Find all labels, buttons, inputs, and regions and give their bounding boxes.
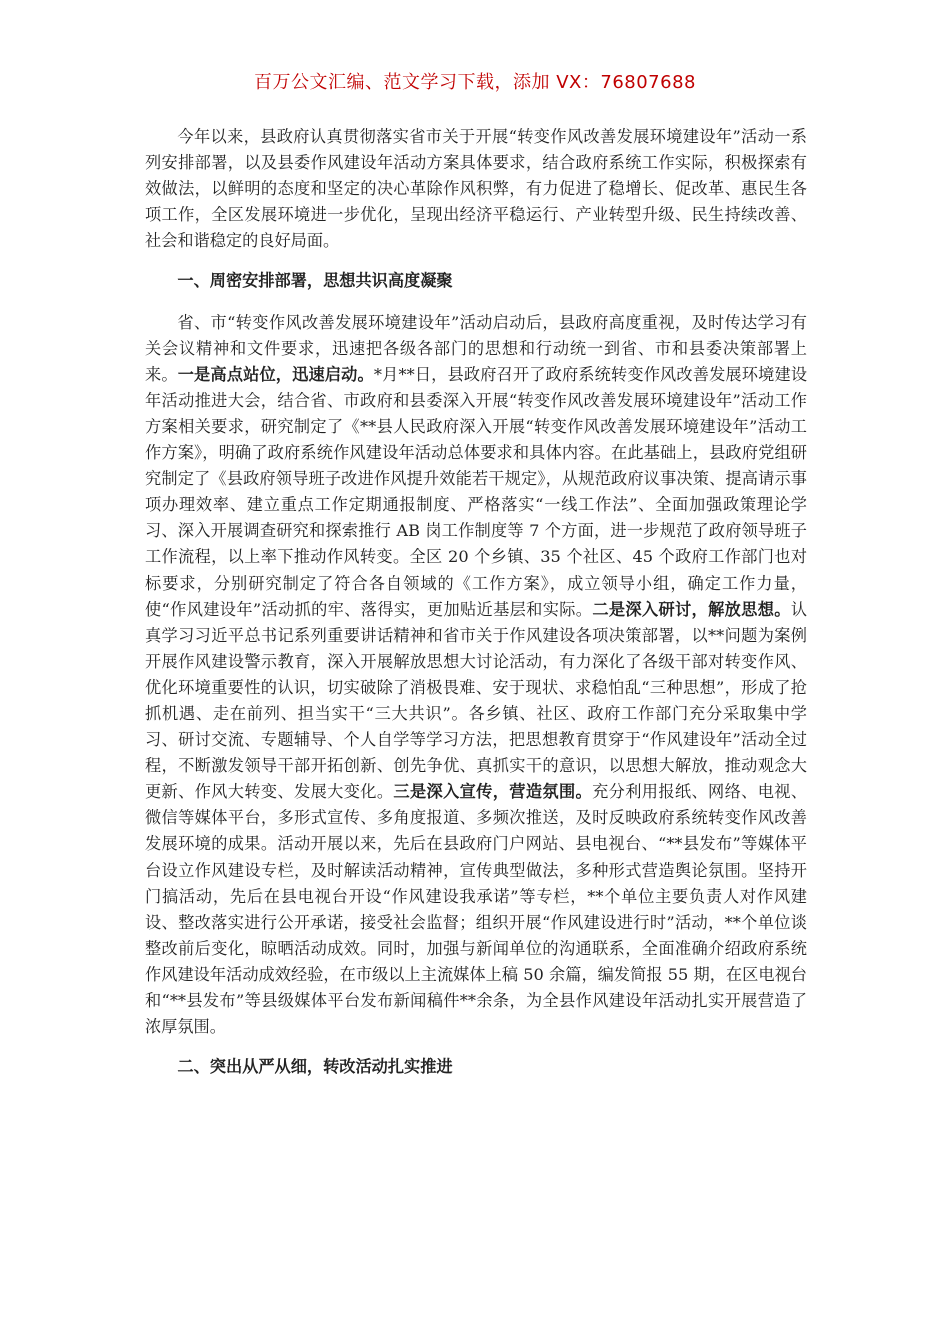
paragraph-text: 省、市“转变作风改善发展环境建设年”活动启动后，县政府高度重视，及时传达学习有关会议精神和文件要求，迅速把各级各部门的思想和行动统一到省、市和县委决策部署上来。 bbox=[145, 312, 807, 384]
section-heading-2: 二、突出从严从细，转改活动扎实推进 bbox=[177, 1057, 453, 1077]
subpoint-title-3: 三是深入宣传，营造氛围。 bbox=[393, 782, 593, 802]
paragraph-text: *月**日，县政府召开了政府系统转变作风改善发展环境建设年活动推进大会，结合省、市政府和县委深入开展“转变作风改善发展环境建设年”活动工作方案相关要求，研究制定了《**县人民政府深入开展“转变作风改善发展环境建设年”活动工作方案》，明确了政府系统作风建设年活动总体要求和具体内容。在此基础上，县政府党组研究制定了《县政府领导班子改进作风提升效能若干规定》，从规范政府议事决策、提高请示事项办理效率、建立重点工作定期通报制度、严格落实“一线工作法”、全面加强政策理论学习、深入开展调查研究和探索推行 AB 岗工作制度等 7 个方面，进一步规范了政府领导班子工作流程，以上率下推动作风转变。全区 20 个乡镇、35 个社区、45 个政府工作部门也对标要求，分别研究制定了符合各自领域的《工作方案》，成立领导小组，确定工作力量，使“作风建设年”活动抓的牢、落得实，更加贴近基层和实际。 bbox=[145, 364, 808, 619]
paragraph-text: 充分利用报纸、网络、电视、微信等媒体平台，多形式宣传、多角度报道、多频次推送，及时反映政府系统转变作风改善发展环境的成果。活动开展以来，先后在县政府门户网站、县电视台、“**县发布”等媒体平台设立作风建设专栏，及时解读活动精神，宣传典型做法，多种形式营造舆论氛围。坚持开门搞活动，先后在县电视台开设“作风建设我承诺”等专栏，**个单位主要负责人对作风建设、整改落实进行公开承诺，接受社会监督；组织开展“作风建设进行时”活动，**个单位谈整改前后变化，晾晒活动成效。同时，加强与新闻单位的沟通联系，全面准确介绍政府系统作风建设年活动成效经验，在市级以上主流媒体上稿 50 余篇，编发简报 55 期，在区电视台和“**县发布”等县级媒体平台发布新闻稿件**余条，为全县作风建设年活动扎实开展营造了浓厚氛围。 bbox=[145, 782, 808, 1037]
section-heading-1: 一、周密安排部署，思想共识高度凝聚 bbox=[177, 271, 453, 291]
subpoint-title-2: 二是深入研讨，解放思想。 bbox=[592, 599, 791, 619]
watermark-banner: 百万公文汇编、范文学习下载，添加 VX：76807688 bbox=[254, 72, 696, 93]
paragraph-text: 认真学习习近平总书记系列重要讲话精神和省市关于作风建设各项决策部署，以**问题为案例开展作风建设警示教育，深入开展解放思想大讨论活动，有力深化了各级干部对转变作风、优化环境重要性的认识，切实破除了消极畏难、安于现状、求稳怕乱“三种思想”，形成了抢抓机遇、走在前列、担当实干“三大共识”。各乡镇、社区、政府工作部门充分采取集中学习、研讨交流、专题辅导、个人自学等学习方法，把思想教育贯穿于“作风建设年”活动全过程，不断激发领导干部开拓创新、创先争优、真抓实干的意识，以思想大解放，推动观念大更新、作风大转变、发展大变化。 bbox=[145, 599, 807, 802]
document-body bbox=[145, 124, 807, 1095]
section-1-paragraph bbox=[145, 310, 807, 1041]
intro-paragraph: 今年以来，县政府认真贯彻落实省市关于开展“转变作风改善发展环境建设年”活动一系列安排部署，以及县委作风建设年活动方案具体要求，结合政府系统工作实际，积极探索有效做法，以鲜明的态度和坚定的决心革除作风积弊，有力促进了稳增长、促改革、惠民生各项工作，全区发展环境进一步优化，呈现出经济平稳运行、产业转型升级、民生持续改善、社会和谐稳定的良好局面。 bbox=[145, 127, 807, 251]
subpoint-title-1: 一是高点站位，迅速启动。 bbox=[177, 364, 374, 384]
